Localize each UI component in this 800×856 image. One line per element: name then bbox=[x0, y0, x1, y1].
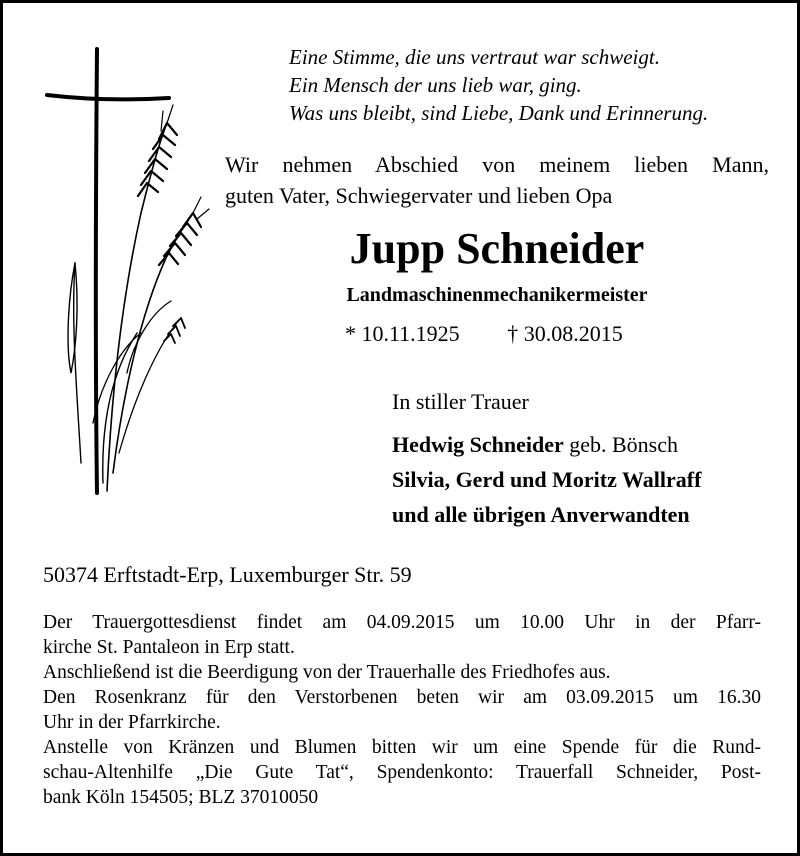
notes-line: kirche St. Pantaleon in Erp statt. bbox=[43, 637, 295, 658]
notes-line: Der Trauergottesdienst findet am 04.09.2015 um 10.00 Uhr in der Pfarr- bbox=[43, 612, 761, 633]
address: 50374 Erftstadt-Erp, Luxemburger Str. 59 bbox=[43, 562, 412, 587]
deceased-occupation: Landmaschinenmechanikermeister bbox=[346, 284, 648, 306]
poem-line: Eine Stimme, die uns vertraut war schweigt. bbox=[289, 45, 660, 69]
birth-date: * 10.11.1925 bbox=[345, 321, 460, 346]
cross-with-wheat-icon bbox=[41, 43, 211, 498]
mourning-phrase: In stiller Trauer bbox=[392, 389, 529, 414]
widow-name: Hedwig Schneider bbox=[392, 432, 564, 457]
maiden-name: geb. Bönsch bbox=[563, 432, 678, 457]
death-date: † 30.08.2015 bbox=[507, 321, 623, 346]
poem bbox=[289, 43, 708, 127]
deceased-name: Jupp Schneider bbox=[349, 224, 645, 273]
intro-line: Wir nehmen Abschied von meinem lieben Mann, bbox=[225, 152, 769, 177]
poem-line: Ein Mensch der uns lieb war, ging. bbox=[289, 73, 582, 97]
family-list bbox=[392, 427, 701, 532]
life-dates bbox=[345, 319, 623, 349]
notes-line: Anschließend ist die Beerdigung von der Trauerhalle des Friedhofes aus. bbox=[43, 662, 611, 683]
notes-line: Den Rosenkranz für den Verstorbenen beten wir am 03.09.2015 um 16.30 bbox=[43, 687, 761, 708]
poem-line: Was uns bleibt, sind Liebe, Dank und Erinnerung. bbox=[289, 101, 709, 125]
notes-line: Uhr in der Pfarrkirche. bbox=[43, 712, 221, 733]
notes-line: schau-Altenhilfe „Die Gute Tat“, Spendenkonto: Trauerfall Schneider, Post- bbox=[43, 762, 761, 783]
notes-line: bank Köln 154505; BLZ 37010050 bbox=[43, 787, 319, 808]
notes-line: Anstelle von Kränzen und Blumen bitten wir um eine Spende für die Rund- bbox=[43, 737, 761, 758]
family-line: Silvia, Gerd und Moritz Wallraff bbox=[392, 467, 702, 492]
service-notes bbox=[43, 610, 761, 810]
family-line bbox=[392, 427, 701, 462]
intro-line: guten Vater, Schwiegervater und lieben Opa bbox=[225, 183, 613, 208]
family-line: und alle übrigen Anverwandten bbox=[392, 502, 690, 527]
farewell-intro bbox=[225, 149, 769, 211]
